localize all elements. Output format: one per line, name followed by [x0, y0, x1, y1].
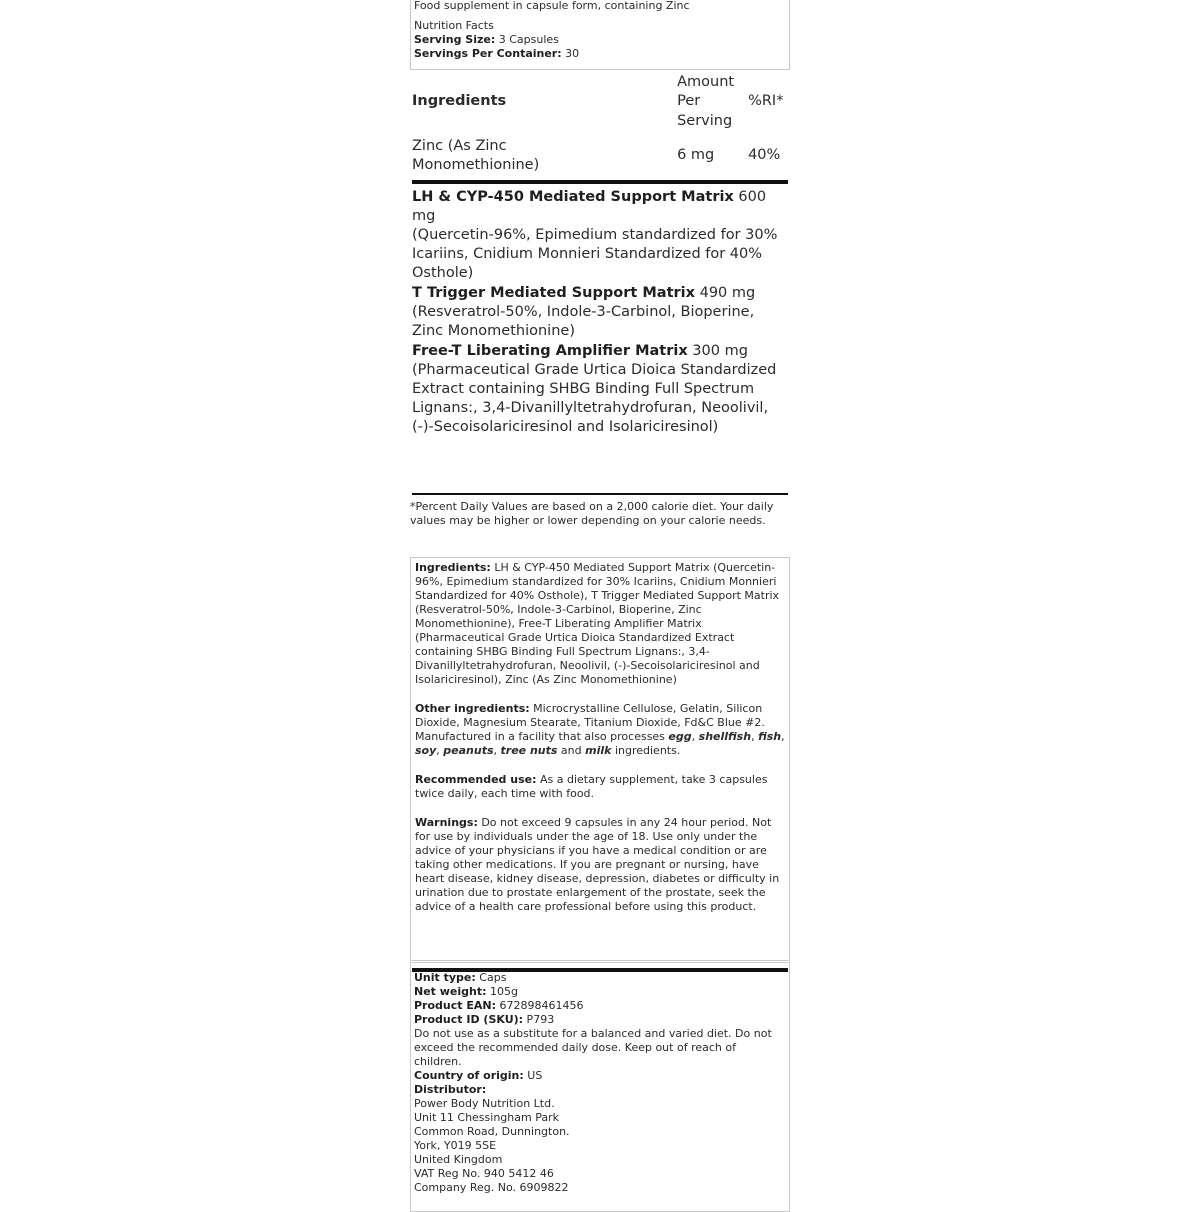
recommended-use-label: Recommended use:: [415, 773, 537, 786]
ingredients-text: LH & CYP-450 Mediated Support Matrix (Quercetin-96%, Epimedium standardized for 30% Icariins, Cnidium Monnieri Standardized for 40% Osthole), T Trigger Mediated Support Matrix (Resveratrol-50%, Indole-3-Carbinol, Bioperine, Zinc Monomethionine), Free-T Liberating Amplifier Matrix (Pharmaceutical Grade Urtica Dioica Standardized Extract containing SHBG Binding Full Spectrum Lignans:, 3,4-Divanillyltetrahydrofuran, Neoolivil, (-)-Secoisolariciresinol and Isolariciresinol), Zinc (As Zinc Monomethionine): [415, 561, 780, 686]
recommended-use-text: As a dietary supplement, take 3 capsules twice daily, each time with food.: [415, 773, 768, 800]
other-ingredients-label: Other ingredients:: [415, 702, 530, 715]
nutrition-facts-title: Nutrition Facts: [414, 19, 494, 32]
matrix-name: Free-T Liberating Amplifier Matrix: [412, 343, 688, 359]
other-ingredients-paragraph: Other ingredients: Microcrystalline Cellulose, Gelatin, Silicon Dioxide, Magnesium Stearate, Titanium Dioxide, Fd&C Blue #2. Manufactured in a facility that also processes egg, shellfish, fish, soy, peanuts, tree nuts and milk ingredients.: [415, 702, 785, 757]
product-header-box: [410, 0, 790, 70]
matrix-amount: 490 mg: [694, 285, 756, 301]
allergen-soy: soy: [415, 744, 437, 757]
matrix-list: [412, 188, 788, 438]
matrix-details: (Quercetin-96%, Epimedium standardized for 30% Icariins, Cnidium Monnieri Standardized for 40% Osthole): [412, 227, 778, 281]
country-label: Country of origin:: [414, 1069, 524, 1082]
warnings-text: Do not exceed 9 capsules in any 24 hour period. Not for use by individuals under the age of 18. Use only under the advice of your physicians if you have a medical condition or are taking other medications. If you are pregnant or nursing, have heart disease, kidney disease, depression, diabetes or difficulty in urination due to prostate enlargement of the prostate, seek the advice of a health care professional before using this product.: [415, 816, 780, 913]
recommended-use-paragraph: [415, 773, 785, 801]
distributor-line: United Kingdom: [414, 1153, 503, 1166]
allergen-peanuts: peanuts: [443, 744, 494, 757]
net-weight: [414, 985, 786, 999]
row-ri: 40%: [748, 147, 781, 164]
distributor-label: Distributor:: [414, 1083, 487, 1096]
distributor-line: Unit 11 Chessingham Park: [414, 1111, 559, 1124]
product-subtitle: Food supplement in capsule form, containing Zinc: [414, 0, 690, 12]
unit-type: [414, 971, 786, 985]
row-ingredient-name: Zinc (As Zinc Monomethionine): [412, 137, 540, 173]
allergen-milk: milk: [585, 744, 612, 757]
header-amount: Amount Per Serving: [677, 73, 735, 129]
matrix-details: (Pharmaceutical Grade Urtica Dioica Standardized Extract containing SHBG Binding Full Spectrum Lignans:, 3,4-Divanillyltetrahydrofuran, Neoolivil, (-)-Secoisolariciresinol and Isolariciresinol): [412, 362, 777, 435]
unit-type-value: Caps: [475, 971, 507, 984]
serving-size-label: Serving Size:: [414, 33, 496, 46]
allergen-tree-nuts: tree nuts: [500, 744, 558, 757]
country-of-origin: [414, 1069, 786, 1083]
servings-per-container: [414, 47, 786, 61]
matrix-details: (Resveratrol-50%, Indole-3-Carbinol, Bioperine, Zinc Monomethionine): [412, 304, 755, 339]
unit-type-label: Unit type:: [414, 971, 476, 984]
product-sku: [414, 1013, 786, 1027]
ingredients-table: [412, 70, 788, 178]
header-ri: %RI*: [748, 93, 784, 110]
product-ean: [414, 999, 786, 1013]
matrix-name: T Trigger Mediated Support Matrix: [412, 285, 695, 301]
allergen-egg: egg: [668, 730, 692, 743]
table-header-row: [412, 70, 788, 134]
serving-size-value: 3 Capsules: [495, 33, 559, 46]
allergen-fish: fish: [758, 730, 782, 743]
serving-size: [414, 33, 786, 47]
matrix-amount: 600 mg: [412, 189, 767, 224]
matrix-item: [412, 188, 788, 283]
warnings-label: Warnings:: [415, 816, 478, 829]
net-weight-value: 105g: [486, 985, 518, 998]
net-weight-label: Net weight:: [414, 985, 487, 998]
thick-divider: [412, 180, 788, 184]
servings-per-container-value: 30: [561, 47, 580, 60]
product-ean-value: 672898461456: [496, 999, 584, 1012]
usage-advice: Do not use as a substitute for a balanced and varied diet. Do not exceed the recommended daily dose. Keep out of reach of children.: [414, 1027, 772, 1068]
product-ean-label: Product EAN:: [414, 999, 496, 1012]
distributor-line: VAT Reg No. 940 5412 46: [414, 1167, 554, 1180]
distributor-line: Company Reg. No. 6909822: [414, 1181, 569, 1194]
label-info-box: [410, 557, 790, 961]
table-row: [412, 134, 788, 178]
warnings-paragraph: [415, 816, 785, 914]
matrix-name: LH & CYP-450 Mediated Support Matrix: [412, 189, 734, 205]
product-sku-label: Product ID (SKU):: [414, 1013, 524, 1026]
distributor-line: Power Body Nutrition Ltd.: [414, 1097, 555, 1110]
divider: [412, 493, 788, 495]
daily-values-footnote: *Percent Daily Values are based on a 2,000 calorie diet. Your daily values may be higher or lower depending on your calorie needs.: [410, 500, 774, 527]
ingredients-label: Ingredients:: [415, 561, 491, 574]
matrix-amount: 300 mg: [687, 343, 748, 359]
product-details-box: [410, 962, 790, 1212]
matrix-item: [412, 342, 788, 437]
servings-per-container-label: Servings Per Container:: [414, 47, 562, 60]
country-value: US: [523, 1069, 543, 1082]
ingredients-paragraph: [415, 561, 785, 687]
header-ingredients: Ingredients: [412, 93, 507, 110]
distributor-line: York, Y019 5SE: [414, 1139, 497, 1152]
matrix-item: [412, 284, 788, 341]
other-ingredients-text: Microcrystalline Cellulose, Gelatin, Silicon Dioxide, Magnesium Stearate, Titanium Dioxide, Fd&C Blue #2. Manufactured in a facility that also processes: [415, 702, 765, 743]
product-sku-value: P793: [523, 1013, 555, 1026]
allergen-shellfish: shellfish: [698, 730, 752, 743]
row-amount: 6 mg: [677, 147, 715, 164]
distributor-line: Common Road, Dunnington.: [414, 1125, 570, 1138]
